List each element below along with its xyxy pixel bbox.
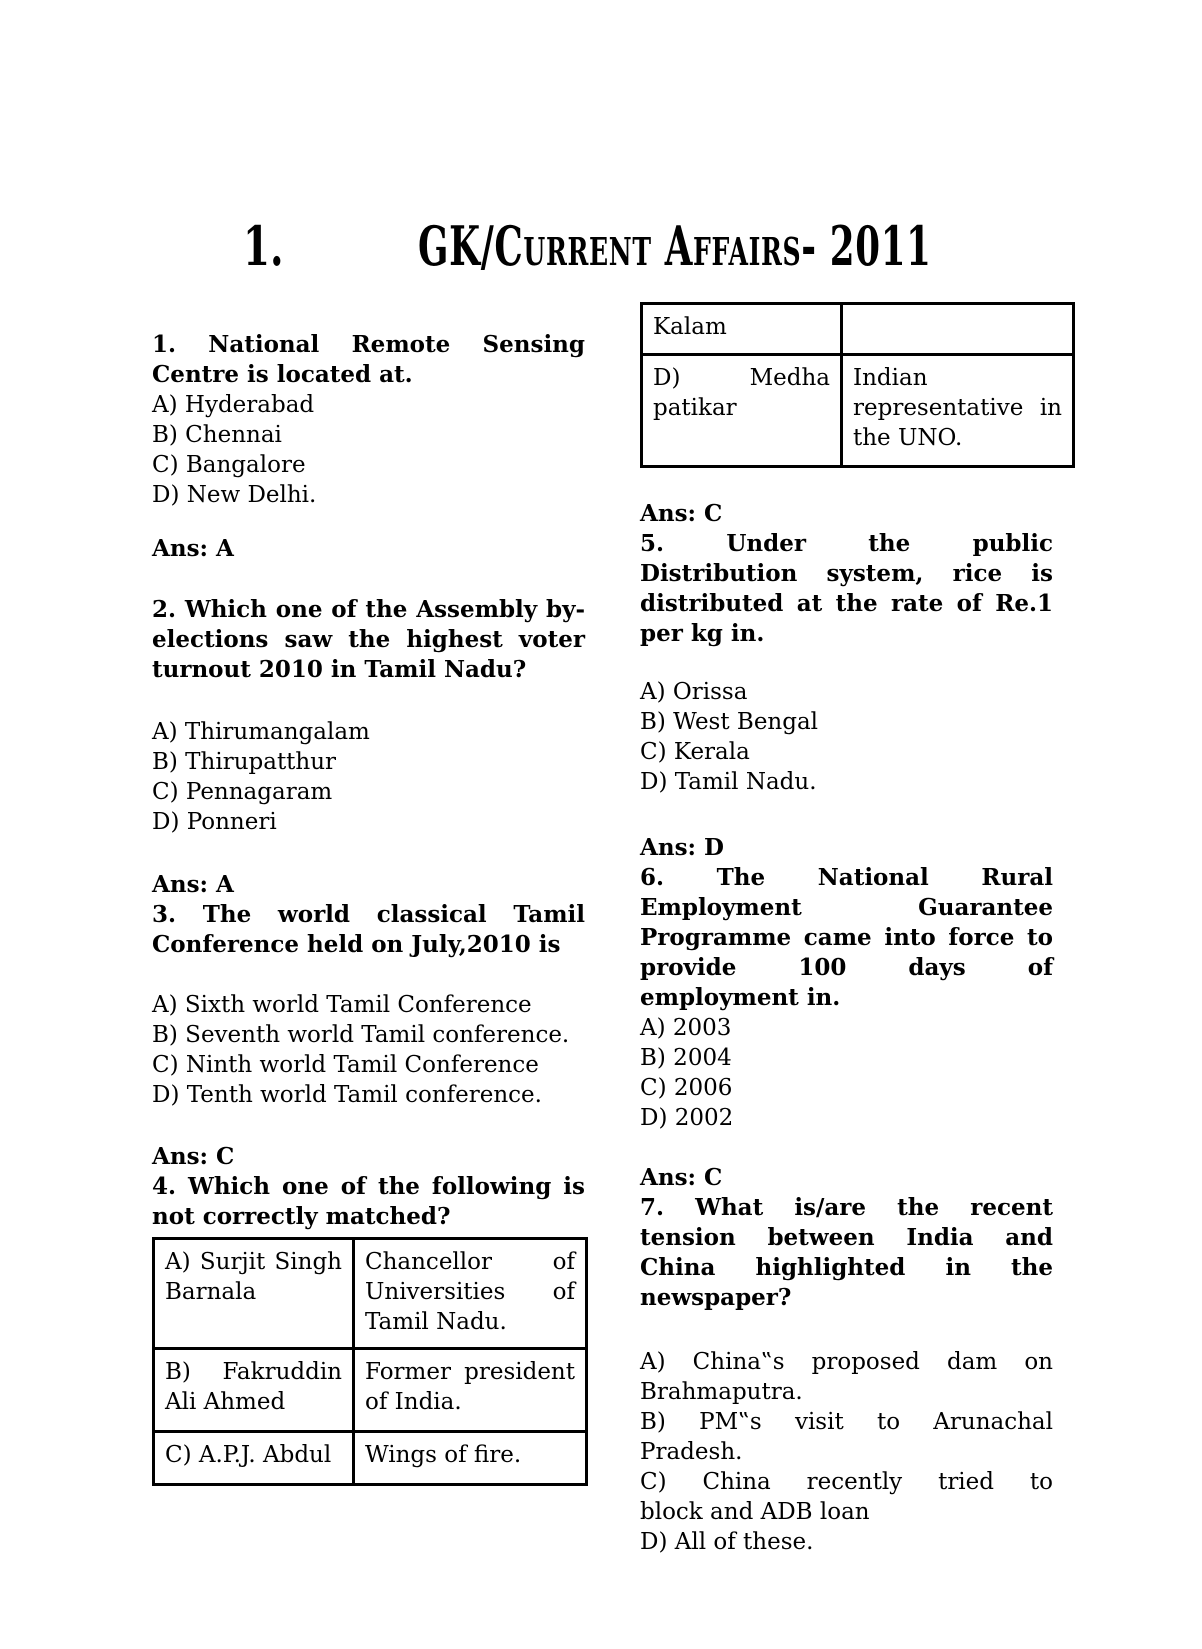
answer-q3: Ans: C — [152, 1143, 235, 1170]
question-4-text: 4. Which one of the following is not correctly matched? — [152, 1173, 585, 1230]
option: D) New Delhi. — [152, 482, 317, 508]
question-1-text: 1. National Remote Sensing Centre is located at. — [152, 331, 585, 388]
answer-q1: Ans: A — [152, 535, 234, 562]
option: D) Tamil Nadu. — [640, 769, 817, 795]
title-number: 1. — [243, 214, 284, 278]
option: C) Kerala — [640, 739, 750, 765]
answer-q4: Ans: C — [640, 500, 723, 527]
answer-q5: Ans: D — [640, 834, 724, 861]
answer-q6: Ans: C — [640, 1164, 723, 1191]
option: A) Thirumangalam — [152, 719, 370, 745]
table-row — [642, 355, 1074, 467]
option: D) All of these. — [640, 1529, 814, 1555]
question-5-options — [640, 677, 1053, 797]
table-row — [154, 1432, 587, 1485]
question-6-text: 6. The National Rural Employment Guarantee Programme came into force to provide 100 days of employment in. — [640, 864, 1053, 1011]
option: C) Bangalore — [152, 452, 306, 478]
question-2-options — [152, 717, 585, 837]
option-continuation: Pradesh. — [640, 1439, 743, 1465]
question-3-options — [152, 990, 585, 1110]
option: C) Pennagaram — [152, 779, 333, 805]
option: D) 2002 — [640, 1105, 734, 1131]
option: B) Seventh world Tamil conference. — [152, 1022, 570, 1048]
question-1-options — [152, 390, 585, 510]
match-key: A) Surjit Singh Barnala — [154, 1239, 354, 1349]
answer-q2: Ans: A — [152, 871, 234, 898]
question-7-text: 7. What is/are the recent tension between India and China highlighted in the newspaper? — [640, 1194, 1053, 1311]
option: A) Hyderabad — [152, 392, 315, 418]
option: A) Sixth world Tamil Conference — [152, 992, 532, 1018]
left-column — [152, 330, 585, 1486]
option: C) Ninth world Tamil Conference — [152, 1052, 539, 1078]
option: A) 2003 — [640, 1015, 732, 1041]
match-key: C) A.P.J. Abdul — [154, 1432, 354, 1485]
match-value: Chancellor of Universities of Tamil Nadu. — [354, 1239, 587, 1349]
match-value: Former president of India. — [354, 1349, 587, 1432]
right-column — [640, 302, 1062, 1557]
option: D) Tenth world Tamil conference. — [152, 1082, 542, 1108]
table-row — [154, 1349, 587, 1432]
question-3-text: 3. The world classical Tamil Conference held on July,2010 is — [152, 901, 585, 958]
match-value — [842, 304, 1074, 355]
option-continuation: Brahmaputra. — [640, 1379, 803, 1405]
option: A) China‟s proposed dam on — [640, 1349, 1053, 1375]
question-7-options — [640, 1347, 1053, 1557]
question-5-text: 5. Under the public Distribution system, rice is distributed at the rate of Re.1 per kg in. — [640, 530, 1053, 647]
option-continuation: block and ADB loan — [640, 1499, 870, 1525]
option: B) Thirupatthur — [152, 749, 337, 775]
match-value: Indian representative in the UNO. — [842, 355, 1074, 467]
option: B) PM‟s visit to Arunachal — [640, 1409, 1053, 1435]
question-2-text: 2. Which one of the Assembly by-elections saw the highest voter turnout 2010 in Tamil Nadu? — [152, 596, 585, 683]
match-key: D) Medha patikar — [642, 355, 842, 467]
match-value: Wings of fire. — [354, 1432, 587, 1485]
match-key: B) Fakruddin Ali Ahmed — [154, 1349, 354, 1432]
matching-table-right — [640, 302, 1075, 468]
option: D) Ponneri — [152, 809, 277, 835]
option: B) 2004 — [640, 1045, 732, 1071]
question-6-options — [640, 1013, 1053, 1133]
table-row — [642, 304, 1074, 355]
option: B) West Bengal — [640, 709, 819, 735]
option: B) Chennai — [152, 422, 282, 448]
page-title: GK/Current Affairs- 2011 — [418, 214, 932, 278]
match-key: Kalam — [642, 304, 842, 355]
matching-table-left — [152, 1237, 588, 1486]
table-row — [154, 1239, 587, 1349]
option: C) 2006 — [640, 1075, 733, 1101]
option: A) Orissa — [640, 679, 748, 705]
option: C) China recently tried to — [640, 1469, 1053, 1495]
